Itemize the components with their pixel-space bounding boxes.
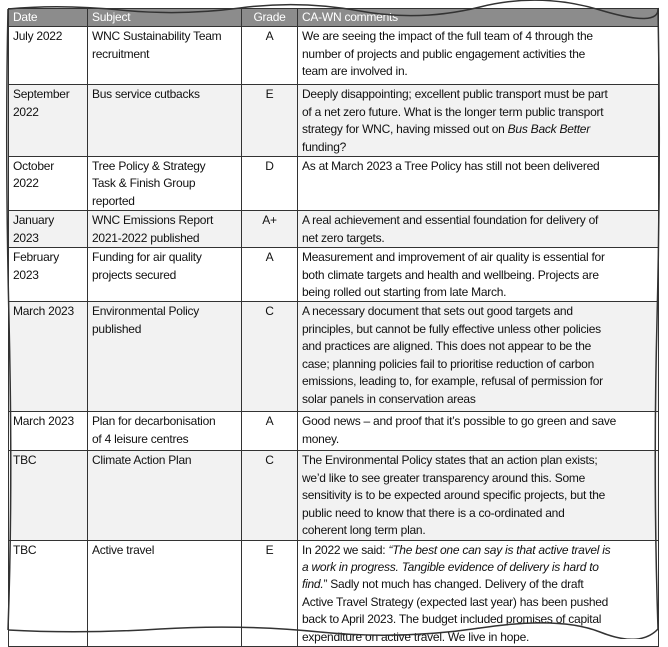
comment-text: Good news – and proof that it’s possible to go green and save [302, 414, 617, 429]
comment-text: being rolled out starting from late March. [302, 285, 507, 300]
date-cell [9, 302, 88, 412]
table-row [9, 540, 659, 646]
comment-line [302, 413, 654, 430]
comment-italic-text: a work in progress. Tangible evidence of delivery is hard to [302, 559, 599, 574]
comment-text: of a net zero future. What is the longer term public transport [302, 104, 604, 119]
comment-cell [298, 85, 659, 157]
comment-line [302, 249, 654, 266]
subject-cell [88, 27, 242, 85]
comment-text: solar panels in conservation areas [302, 391, 476, 406]
comment-text: Measurement and improvement of air quality is essential for [302, 250, 605, 265]
date-cell [9, 27, 88, 85]
comment-text: number of projects and public engagement activities the [302, 46, 586, 61]
grades-table [8, 8, 659, 647]
comment-text: Deeply disappointing; excellent public transport must be part [302, 87, 608, 102]
subject-text: WNC Sustainability Team [92, 29, 222, 44]
comment-line [302, 373, 654, 390]
subject-text: Climate Action Plan [92, 453, 192, 468]
comment-text: sensitivity is to be expected around specific projects, but the [302, 488, 606, 503]
comment-line [302, 230, 654, 247]
comment-line [302, 576, 654, 593]
comment-text: In 2022 we said: [302, 542, 389, 557]
grade-cell: C [242, 302, 298, 412]
header-subject: Subject [88, 9, 242, 27]
date-text: 2022 [13, 176, 39, 191]
comment-text: coherent long term plan. [302, 523, 426, 538]
comment-text: expenditure on active travel. We live in hope. [302, 629, 530, 644]
date-text: October [13, 159, 54, 174]
header-row [9, 9, 659, 27]
comment-text: money. [302, 431, 339, 446]
comment-line [302, 542, 654, 559]
subject-text: Funding for air quality [92, 250, 202, 265]
date-cell [9, 248, 88, 302]
grade-cell: D [242, 157, 298, 211]
comment-line [302, 284, 654, 301]
comment-cell [298, 412, 659, 451]
comment-text: The Environmental Policy states that an action plan exists; [302, 453, 598, 468]
comment-text: we’d like to see greater transparency around this. Some [302, 470, 586, 485]
comment-line [302, 139, 654, 156]
comment-line [302, 321, 654, 338]
grade-cell: A+ [242, 211, 298, 248]
table-row [9, 27, 659, 85]
comment-cell [298, 540, 659, 646]
comment-line [302, 431, 654, 448]
comment-text: back to April 2023. The budget included promises of capital [302, 612, 602, 627]
comment-line [302, 63, 654, 80]
comment-line [302, 522, 654, 539]
grade-cell: E [242, 85, 298, 157]
table-row [9, 157, 659, 211]
date-text: 2022 [13, 104, 39, 119]
comment-line [302, 46, 654, 63]
comment-italic-text: “The best one can say is that active travel is [388, 542, 611, 557]
subject-text: recruitment [92, 46, 150, 61]
comment-cell [298, 248, 659, 302]
subject-text: Environmental Policy [92, 304, 200, 319]
comment-line [302, 594, 654, 611]
comment-line [302, 121, 654, 138]
comment-line [302, 470, 654, 487]
comment-cell [298, 451, 659, 540]
comment-line [302, 629, 654, 646]
comment-text: ” Sadly not much has changed. Delivery of the draft [323, 577, 584, 592]
table-row [9, 85, 659, 157]
comment-text: case; planning policies fail to prioritise reduction of carbon [302, 356, 595, 371]
comment-italic-text: find. [302, 577, 324, 592]
comment-cell [298, 27, 659, 85]
date-text: January [13, 213, 54, 228]
subject-text: Plan for decarbonisation [92, 414, 216, 429]
subject-text: reported [92, 193, 135, 208]
comment-line [302, 356, 654, 373]
subject-text: 2021-2022 published [92, 230, 200, 245]
header-grade: Grade [242, 9, 298, 27]
grade-cell: E [242, 540, 298, 646]
comment-text: Active Travel Strategy (expected last year) has been pushed [302, 594, 609, 609]
comment-text: A real achievement and essential foundation for delivery of [302, 213, 599, 228]
subject-text: Bus service cutbacks [92, 87, 200, 102]
comment-line [302, 212, 654, 229]
table-row [9, 248, 659, 302]
subject-cell [88, 412, 242, 451]
date-text: 2023 [13, 267, 39, 282]
date-cell [9, 85, 88, 157]
date-cell [9, 451, 88, 540]
date-text: March 2023 [13, 414, 74, 429]
grade-cell: A [242, 412, 298, 451]
date-cell [9, 412, 88, 451]
date-cell [9, 540, 88, 646]
comment-cell [298, 157, 659, 211]
comment-text: both climate targets and health and wellbeing. Projects are [302, 267, 599, 282]
table-row [9, 302, 659, 412]
subject-cell [88, 540, 242, 646]
comment-text: net zero targets. [302, 230, 385, 245]
comment-line [302, 452, 654, 469]
comment-line [302, 487, 654, 504]
date-text: TBC [13, 542, 37, 557]
subject-cell [88, 211, 242, 248]
comment-text: team are involved in. [302, 64, 408, 79]
comment-text: As at March 2023 a Tree Policy has still not been delivered [302, 159, 600, 174]
subject-text: Task & Finish Group [92, 176, 196, 191]
comment-line [302, 391, 654, 408]
comment-line [302, 338, 654, 355]
date-text: TBC [13, 453, 37, 468]
date-text: July 2022 [13, 29, 63, 44]
comment-text: and practices are aligned. This does not appear to be the [302, 339, 592, 354]
subject-text: of 4 leisure centres [92, 431, 189, 446]
grade-cell: A [242, 27, 298, 85]
comment-text: A necessary document that sets out good targets and [302, 304, 573, 319]
comment-text: principles, but cannot be fully effective unless other policies [302, 321, 601, 336]
date-cell [9, 157, 88, 211]
table-row [9, 211, 659, 248]
header-date: Date [9, 9, 88, 27]
subject-cell [88, 85, 242, 157]
subject-text: published [92, 321, 142, 336]
subject-cell [88, 451, 242, 540]
date-text: February [13, 250, 60, 265]
subject-text: WNC Emissions Report [92, 213, 214, 228]
grade-cell: C [242, 451, 298, 540]
comment-line [302, 28, 654, 45]
comment-line [302, 505, 654, 522]
comment-cell [298, 211, 659, 248]
comment-text: funding? [302, 139, 347, 154]
subject-cell [88, 157, 242, 211]
comment-text: strategy for WNC, having missed out on [302, 122, 508, 137]
comment-text: We are seeing the impact of the full team of 4 through the [302, 29, 593, 44]
date-cell [9, 211, 88, 248]
subject-text: Tree Policy & Strategy [92, 159, 206, 174]
date-text: March 2023 [13, 304, 74, 319]
comment-line [302, 158, 654, 175]
table-row [9, 451, 659, 540]
date-text: 2023 [13, 230, 39, 245]
table-row [9, 412, 659, 451]
subject-cell [88, 302, 242, 412]
subject-text: Active travel [92, 542, 155, 557]
comment-italic-text: Bus Back Better [507, 122, 590, 137]
comment-line [302, 104, 654, 121]
comment-line [302, 267, 654, 284]
comment-line [302, 86, 654, 103]
comment-text: public need to know that there is a co-ordinated and [302, 505, 565, 520]
comment-line [302, 611, 654, 628]
header-comments: CA-WN comments [298, 9, 659, 27]
comment-line [302, 303, 654, 320]
comment-cell [298, 302, 659, 412]
subject-cell [88, 248, 242, 302]
subject-text: projects secured [92, 267, 177, 282]
comment-line [302, 559, 654, 576]
grade-cell: A [242, 248, 298, 302]
date-text: September [13, 87, 70, 102]
comment-text: emissions, leading to, for example, refusal of permission for [302, 374, 603, 389]
